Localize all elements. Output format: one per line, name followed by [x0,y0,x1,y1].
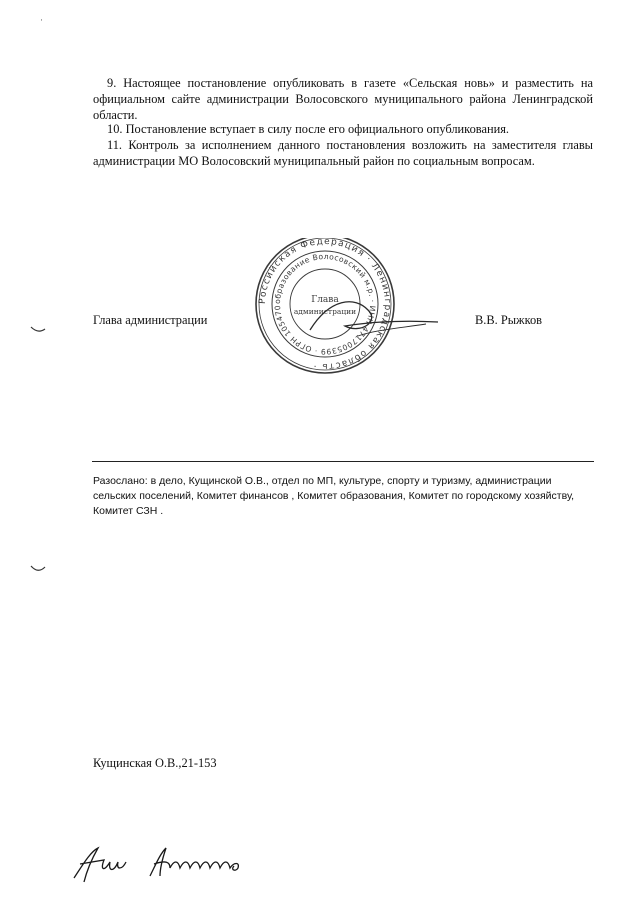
hole-punch-mark [30,326,46,334]
hole-punch-mark [30,564,46,574]
handwritten-visa [70,838,270,888]
signature-name: В.В. Рыжков [475,313,543,327]
official-stamp [250,238,440,388]
corner-mark: · [40,15,43,25]
paragraph-10: 10. Постановление вступает в силу после его официального опубликования. [107,122,510,136]
executor-contact: Кущинская О.В.,21-153 [93,756,217,770]
paragraph-9: 9. Настоящее постановление опубликовать в газете «Сельская новь» и разместить на официальном сайте администрации Волосовского муниципального района Ленинградской области. [93,76,593,122]
distribution-list: Разослано: в дело, Кущинской О.В., отдел по МП, культуре, спорту и туризму, администрации сельских поселений, Комитет финансов , Комитет образования, Комитет по городскому хозяйству, Комитет СЗН . [93,475,575,517]
visa-signature-graphic [70,838,270,888]
paragraph-11: 11. Контроль за исполнением данного постановления возложить на заместителя главы администрации МО Волосовский муниципальный район по социальным вопросам. [93,138,593,168]
signature-title: Глава администрации [93,313,208,327]
stamp-graphic [250,238,440,388]
stamp-center-line2: администрации [293,307,357,316]
stamp-center-line1: Глава [311,295,339,305]
divider-line [92,461,594,462]
stamp-ring-text: образование Волосовский м.р. · ИНН 4717005399 · ОГРН 105470 [272,251,378,357]
stamp-outer-text: Российская Федерация · Ленинградская область · [257,238,393,372]
